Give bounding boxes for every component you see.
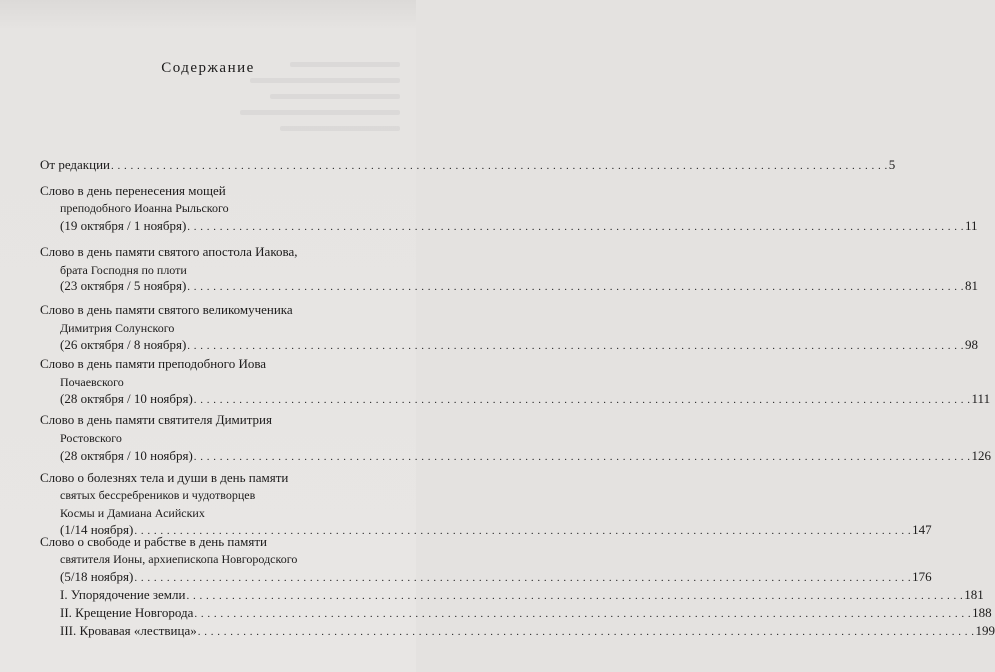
- toc-entry-row[interactable]: [60, 391, 991, 408]
- toc-entry-line: Космы и Дамиана Асийских: [60, 506, 205, 520]
- toc-entry-label: (28 октября / 10 ноября): [60, 448, 193, 463]
- toc-page-number: 199: [975, 623, 995, 638]
- toc-entry-row[interactable]: [60, 623, 995, 640]
- toc-entry-line: Слово в день памяти преподобного Иова: [40, 356, 267, 371]
- toc-entry-label: (5/18 ноября): [60, 569, 134, 584]
- toc-entry-label: I. Упорядочение земли: [60, 587, 186, 602]
- toc-page-number: 176: [912, 569, 932, 584]
- toc-entry-row[interactable]: [60, 569, 932, 586]
- toc-entry-label: (26 октября / 8 ноября): [60, 337, 187, 352]
- toc-entry-line: преподобного Иоанна Рыльского: [60, 201, 229, 215]
- toc-entry-line: святых бессребреников и чудотворцев: [60, 488, 256, 502]
- toc-entry-label: (23 октября / 5 ноября): [60, 278, 187, 293]
- leader-dots: . . . . . . . . . . . . . . . . . . . . . . . . . . . . . . . . . . . . . . . . . . . . . . . . . . . . . . . . . . . . . . . . . . . . . . . . . . . . . . . . . . . . . . . . . . . . . . . . . . . . . . . . . . . . . . . . . . . . . . . .: [187, 281, 965, 293]
- toc-entry-line: Ростовского: [60, 431, 122, 445]
- toc-entry-row[interactable]: [60, 218, 978, 235]
- leader-dots: . . . . . . . . . . . . . . . . . . . . . . . . . . . . . . . . . . . . . . . . . . . . . . . . . . . . . . . . . . . . . . . . . . . . . . . . . . . . . . . . . . . . . . . . . . . . . . . . . . . . . . . . . . . . . . . . . . . . . . . .: [193, 451, 971, 463]
- toc-page-number: 98: [965, 337, 979, 352]
- toc-entry-label: От редакции: [40, 157, 110, 172]
- toc-entry-line: Слово в день перенесения мощей: [40, 183, 226, 198]
- toc-entry-row[interactable]: [60, 337, 979, 354]
- toc-title: Содержание: [161, 60, 255, 76]
- toc-entry-line: святителя Ионы, архиепископа Новгородского: [60, 552, 298, 566]
- toc-page-number: 147: [912, 522, 932, 537]
- toc-entry-line: Почаевского: [60, 375, 124, 389]
- leader-dots: . . . . . . . . . . . . . . . . . . . . . . . . . . . . . . . . . . . . . . . . . . . . . . . . . . . . . . . . . . . . . . . . . . . . . . . . . . . . . . . . . . . . . . . . . . . . . . . . . . . . . . . . . . . . . . . . . . . . . . . .: [134, 525, 912, 537]
- toc-entry-line: Слово в день памяти святителя Димитрия: [40, 412, 272, 427]
- toc-entry-line: Слово о болезнях тела и души в день памяти: [40, 470, 289, 485]
- leader-dots: . . . . . . . . . . . . . . . . . . . . . . . . . . . . . . . . . . . . . . . . . . . . . . . . . . . . . . . . . . . . . . . . . . . . . . . . . . . . . . . . . . . . . . . . . . . . . . . . . . . . . . . . . . . . . . . . . . . . . . . .: [193, 394, 971, 406]
- toc-entry-line: брата Господня по плоти: [60, 263, 187, 277]
- leader-dots: . . . . . . . . . . . . . . . . . . . . . . . . . . . . . . . . . . . . . . . . . . . . . . . . . . . . . . . . . . . . . . . . . . . . . . . . . . . . . . . . . . . . . . . . . . . . . . . . . . . . . . . . . . . . . . . . . . . . . . . .: [197, 626, 975, 638]
- leader-dots: . . . . . . . . . . . . . . . . . . . . . . . . . . . . . . . . . . . . . . . . . . . . . . . . . . . . . . . . . . . . . . . . . . . . . . . . . . . . . . . . . . . . . . . . . . . . . . . . . . . . . . . . . . . . . . . . . . . . . . . .: [186, 590, 964, 602]
- toc-page-number: 181: [964, 587, 984, 602]
- toc-entry-label: (28 октября / 10 ноября): [60, 391, 193, 406]
- toc-entry-line: Слово о свободе и рабстве в день памяти: [40, 534, 268, 549]
- toc-entry-row[interactable]: [60, 605, 992, 622]
- toc-entry-label: III. Кровавая «лествица»: [60, 623, 197, 638]
- toc-page-number: 111: [971, 391, 991, 406]
- toc-page-number: 5: [888, 157, 896, 172]
- leader-dots: . . . . . . . . . . . . . . . . . . . . . . . . . . . . . . . . . . . . . . . . . . . . . . . . . . . . . . . . . . . . . . . . . . . . . . . . . . . . . . . . . . . . . . . . . . . . . . . . . . . . . . . . . . . . . . . . . . . . . . . .: [134, 572, 912, 584]
- toc-page-number: 11: [965, 218, 978, 233]
- toc-entry-label: (1/14 ноября): [60, 522, 134, 537]
- toc-entry-row[interactable]: [40, 157, 896, 174]
- toc-entry-line: Слово в день памяти святого великомученика: [40, 302, 293, 317]
- leader-dots: . . . . . . . . . . . . . . . . . . . . . . . . . . . . . . . . . . . . . . . . . . . . . . . . . . . . . . . . . . . . . . . . . . . . . . . . . . . . . . . . . . . . . . . . . . . . . . . . . . . . . . . . . . . . . . . . . . . . . . . .: [187, 221, 965, 233]
- leader-dots: . . . . . . . . . . . . . . . . . . . . . . . . . . . . . . . . . . . . . . . . . . . . . . . . . . . . . . . . . . . . . . . . . . . . . . . . . . . . . . . . . . . . . . . . . . . . . . . . . . . . . . . . . . . . . . . . . . . . . . . .: [194, 608, 972, 620]
- toc-entry-row[interactable]: [60, 448, 992, 465]
- toc-entry-row[interactable]: [60, 278, 979, 295]
- leader-dots: . . . . . . . . . . . . . . . . . . . . . . . . . . . . . . . . . . . . . . . . . . . . . . . . . . . . . . . . . . . . . . . . . . . . . . . . . . . . . . . . . . . . . . . . . . . . . . . . . . . . . . . . . . . . . . . . . . . . . . . .: [187, 340, 965, 352]
- toc-entry-line: Димитрия Солунского: [60, 321, 175, 335]
- toc-entry-label: II. Крещение Новгорода: [60, 605, 194, 620]
- toc-entry-row[interactable]: [60, 587, 984, 604]
- leader-dots: . . . . . . . . . . . . . . . . . . . . . . . . . . . . . . . . . . . . . . . . . . . . . . . . . . . . . . . . . . . . . . . . . . . . . . . . . . . . . . . . . . . . . . . . . . . . . . . . . . . . . . . . . . . . . . . . . . . . . . . .: [111, 160, 888, 172]
- toc-entry-label: (19 октября / 1 ноября): [60, 218, 187, 233]
- toc-page-number: 81: [965, 278, 979, 293]
- toc-page-number: 188: [972, 605, 992, 620]
- toc-entry-line: Слово в день памяти святого апостола Иакова,: [40, 244, 298, 259]
- toc-page-number: 126: [971, 448, 992, 463]
